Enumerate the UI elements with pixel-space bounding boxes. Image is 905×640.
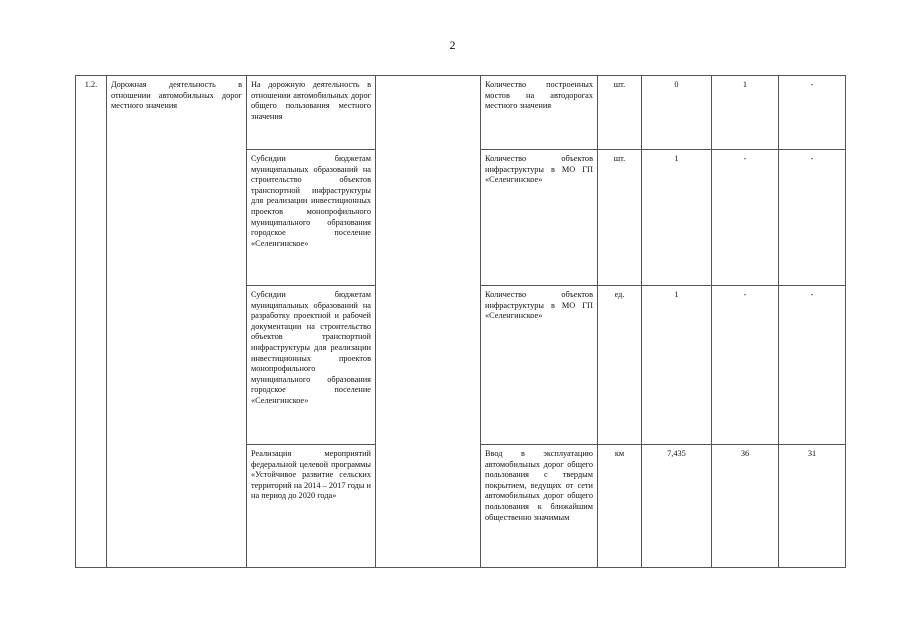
value-cell: 0 [642,76,712,150]
value-cell: - [712,286,779,445]
value-cell: 7,435 [642,445,712,568]
measure-name: Субсидии бюджетам муниципальных образований на строительство объектов транспортной инфраструктуры для реализации инвестиционных проектов монопрофильного муниципального образования городское поселение «Селенгинское» [247,150,376,286]
indicator-cell: Количество объектов инфраструктуры в МО ГП «Селенгинское» [481,150,598,286]
value-cell: - [779,286,846,445]
unit-cell: ед. [598,286,642,445]
measure-name: Субсидии бюджетам муниципальных образований на разработку проектной и рабочей документации на строительство объектов транспортной инфраструктуры для реализации инвестиционных проектов монопрофильного муниципального образования городское поселение «Селенгинское» [247,286,376,445]
value-cell: - [712,150,779,286]
measure-name: Реализация мероприятий федеральной целевой программы «Устойчивое развитие сельских территорий на 2014 – 2017 годы и на период до 2020 года» [247,445,376,568]
row-index: 1.2. [76,76,107,568]
unit-cell: шт. [598,150,642,286]
indicator-cell: Количество объектов инфраструктуры в МО ГП «Селенгинское» [481,286,598,445]
value-cell: 31 [779,445,846,568]
measure-name: На дорожную деятельность в отношении автомобильных дорог общего пользования местного значения [247,76,376,150]
value-cell: - [779,76,846,150]
value-cell: 1 [642,150,712,286]
indicators-table [75,75,846,568]
unit-cell: км [598,445,642,568]
value-cell: 1 [712,76,779,150]
value-cell: - [779,150,846,286]
unit-cell: шт. [598,76,642,150]
indicator-cell: Количество построенных мостов на автодорогах местного значения [481,76,598,150]
indicator-cell: Ввод в эксплуатацию автомобильных дорог общего пользования с твердым покрытием, ведущих от сети автомобильных дорог общего пользования к ближайшим общественно значимым [481,445,598,568]
value-cell: 1 [642,286,712,445]
empty-cell [376,76,481,568]
table-row [76,76,846,150]
page-number: 2 [449,38,456,52]
value-cell: 36 [712,445,779,568]
activity-cell: Дорожная деятельность в отношении автомобильных дорог местного значения [107,76,247,568]
